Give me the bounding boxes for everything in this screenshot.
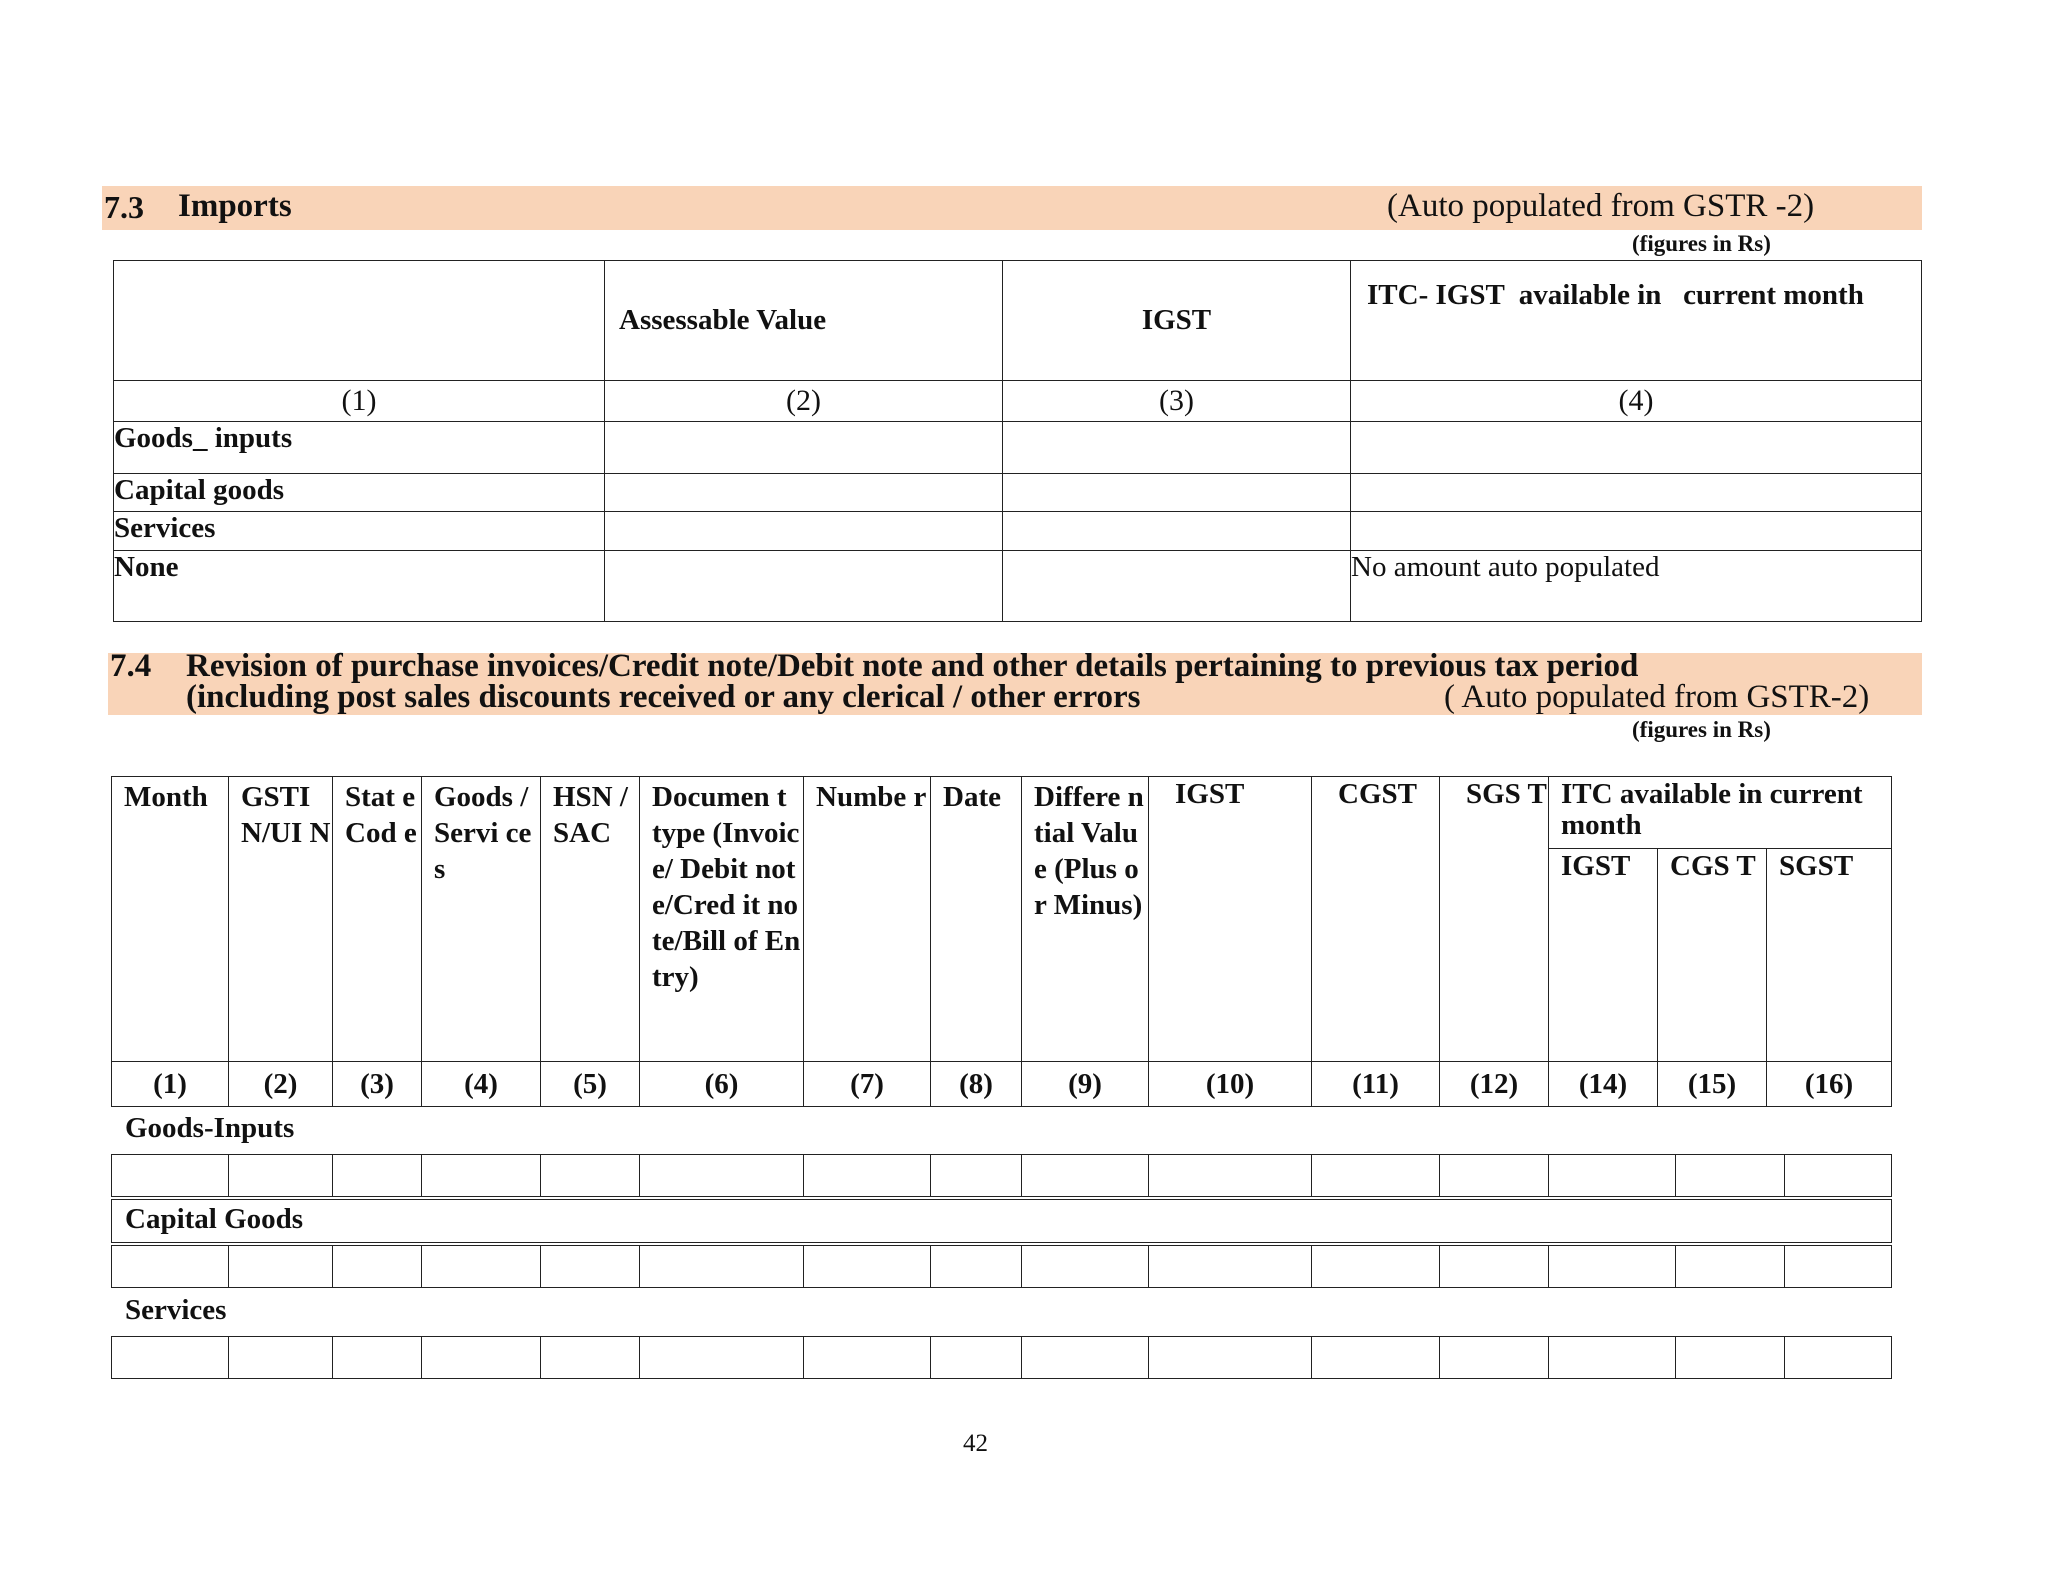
table-row [112, 1155, 1892, 1197]
table-cell [333, 1337, 422, 1379]
imports-col-number-row [114, 381, 1922, 422]
col-number: (2) [605, 381, 1003, 422]
table-cell [333, 1246, 422, 1288]
differential-value-header: Differe ntial Value (Plus or Minus) [1022, 777, 1149, 1062]
document-type-header: Documen t type (Invoice/ Debit note/Cred it note/Bill of Entry) [640, 777, 804, 1062]
table-cell [931, 1155, 1022, 1197]
table-cell [541, 1155, 640, 1197]
section-7-3-figures-note: (figures in Rs) [1632, 231, 1771, 256]
month-header: Month [112, 777, 229, 1062]
table-cell [640, 1337, 804, 1379]
col-number: (16) [1767, 1062, 1892, 1107]
table-cell [1440, 1155, 1549, 1197]
col-number: (2) [229, 1062, 333, 1107]
table-row [112, 1337, 1892, 1379]
goods-inputs-row [111, 1154, 1892, 1197]
row-label: Services [114, 512, 605, 551]
col-number: (1) [112, 1062, 229, 1107]
section-7-4-number: 7.4 [110, 648, 152, 684]
revision-header-row [112, 777, 1892, 849]
section-7-3-number: 7.3 [104, 189, 144, 225]
table-cell [1351, 512, 1922, 551]
table-cell [422, 1246, 541, 1288]
table-cell [333, 1155, 422, 1197]
table-cell [804, 1155, 931, 1197]
table-cell [1440, 1246, 1549, 1288]
imports-row-goods-inputs [114, 422, 1922, 474]
date-header: Date [931, 777, 1022, 1062]
table-cell [112, 1246, 229, 1288]
table-cell [112, 1337, 229, 1379]
imports-table [113, 260, 1922, 622]
table-cell [605, 551, 1003, 622]
table-cell [1312, 1246, 1440, 1288]
imports-row-services [114, 512, 1922, 551]
itc-sgst-header: SGST [1767, 849, 1892, 1062]
table-cell [1022, 1155, 1149, 1197]
itc-igst-header: ITC- IGST available in current month [1351, 261, 1922, 381]
table-cell [1549, 1155, 1676, 1197]
table-cell [422, 1155, 541, 1197]
table-cell [1676, 1155, 1785, 1197]
goods-services-header: Goods /Servi ces [422, 777, 541, 1062]
section-7-3-auto-note: (Auto populated from GSTR -2) [1387, 188, 1815, 224]
table-cell [229, 1246, 333, 1288]
cgst-header: CGST [1312, 777, 1440, 1062]
table-cell [640, 1155, 804, 1197]
col-number: (7) [804, 1062, 931, 1107]
col-number: (15) [1658, 1062, 1767, 1107]
table-cell [1549, 1337, 1676, 1379]
igst-header: IGST [1003, 261, 1351, 381]
gstin-header: GSTI N/UI N [229, 777, 333, 1062]
table-cell [640, 1246, 804, 1288]
table-cell [1676, 1337, 1785, 1379]
services-row [111, 1336, 1892, 1379]
table-cell [1785, 1246, 1892, 1288]
table-cell [1003, 551, 1351, 622]
table-row [112, 1246, 1892, 1288]
assessable-value-header: Assessable Value [605, 261, 1003, 381]
itc-cgst-header: CGS T [1658, 849, 1767, 1062]
table-cell [1003, 512, 1351, 551]
services-label: Services [125, 1294, 227, 1326]
row-label: None [114, 551, 605, 622]
table-cell [229, 1337, 333, 1379]
imports-row-none [114, 551, 1922, 622]
col-number: (12) [1440, 1062, 1549, 1107]
col-number: (8) [931, 1062, 1022, 1107]
table-cell [422, 1337, 541, 1379]
table-cell [1022, 1337, 1149, 1379]
itc-available-header: ITC available in current month [1549, 777, 1892, 849]
table-cell [541, 1246, 640, 1288]
table-cell [1003, 422, 1351, 474]
section-7-4-title-line1: Revision of purchase invoices/Credit note/Debit note and other details pertaining to previous tax period [186, 648, 1639, 684]
col-number: (1) [114, 381, 605, 422]
capital-goods-label: Capital Goods [125, 1203, 304, 1235]
table-cell [1785, 1337, 1892, 1379]
row-label: Capital goods [114, 474, 605, 512]
table-cell [112, 1155, 229, 1197]
imports-header-blank [114, 261, 605, 381]
section-7-4-title-line2: (including post sales discounts received or any clerical / other errors [186, 679, 1141, 715]
table-cell [1312, 1155, 1440, 1197]
table-cell [229, 1155, 333, 1197]
col-number: (11) [1312, 1062, 1440, 1107]
table-cell [1785, 1155, 1892, 1197]
imports-header-row [114, 261, 1922, 381]
section-7-3-title: Imports [178, 188, 292, 224]
section-7-4-figures-note: (figures in Rs) [1632, 717, 1771, 742]
col-number: (6) [640, 1062, 804, 1107]
page-number: 42 [963, 1430, 988, 1457]
table-cell [1676, 1246, 1785, 1288]
igst-header: IGST [1149, 777, 1312, 1062]
table-cell [1149, 1337, 1312, 1379]
revision-table [111, 776, 1892, 1107]
col-number: (4) [422, 1062, 541, 1107]
table-cell [605, 512, 1003, 551]
table-cell [1440, 1337, 1549, 1379]
table-cell [1149, 1155, 1312, 1197]
table-cell [1149, 1246, 1312, 1288]
col-number: (14) [1549, 1062, 1658, 1107]
state-code-header: Stat e Cod e [333, 777, 422, 1062]
hsn-sac-header: HSN /SAC [541, 777, 640, 1062]
table-cell [1003, 474, 1351, 512]
table-cell [605, 422, 1003, 474]
row-label: Goods_ inputs [114, 422, 605, 474]
goods-inputs-label: Goods-Inputs [125, 1112, 295, 1144]
table-cell [541, 1337, 640, 1379]
table-cell [1351, 422, 1922, 474]
sgst-header: SGS T [1440, 777, 1549, 1062]
capital-goods-row [111, 1245, 1892, 1288]
col-number: (9) [1022, 1062, 1149, 1107]
imports-row-capital-goods [114, 474, 1922, 512]
table-cell [1022, 1246, 1149, 1288]
table-cell [931, 1337, 1022, 1379]
col-number: (4) [1351, 381, 1922, 422]
table-cell [931, 1246, 1022, 1288]
capital-goods-label-box [111, 1199, 1892, 1243]
table-cell [1549, 1246, 1676, 1288]
col-number: (3) [333, 1062, 422, 1107]
revision-col-number-row [112, 1062, 1892, 1107]
itc-igst-header: IGST [1549, 849, 1658, 1062]
table-cell [804, 1246, 931, 1288]
table-cell [1351, 474, 1922, 512]
table-cell [804, 1337, 931, 1379]
col-number: (10) [1149, 1062, 1312, 1107]
number-header: Numbe r [804, 777, 931, 1062]
table-cell [1312, 1337, 1440, 1379]
table-cell [605, 474, 1003, 512]
no-amount-note: No amount auto populated [1351, 551, 1922, 622]
col-number: (3) [1003, 381, 1351, 422]
col-number: (5) [541, 1062, 640, 1107]
section-7-4-auto-note: ( Auto populated from GSTR-2) [1444, 679, 1870, 715]
